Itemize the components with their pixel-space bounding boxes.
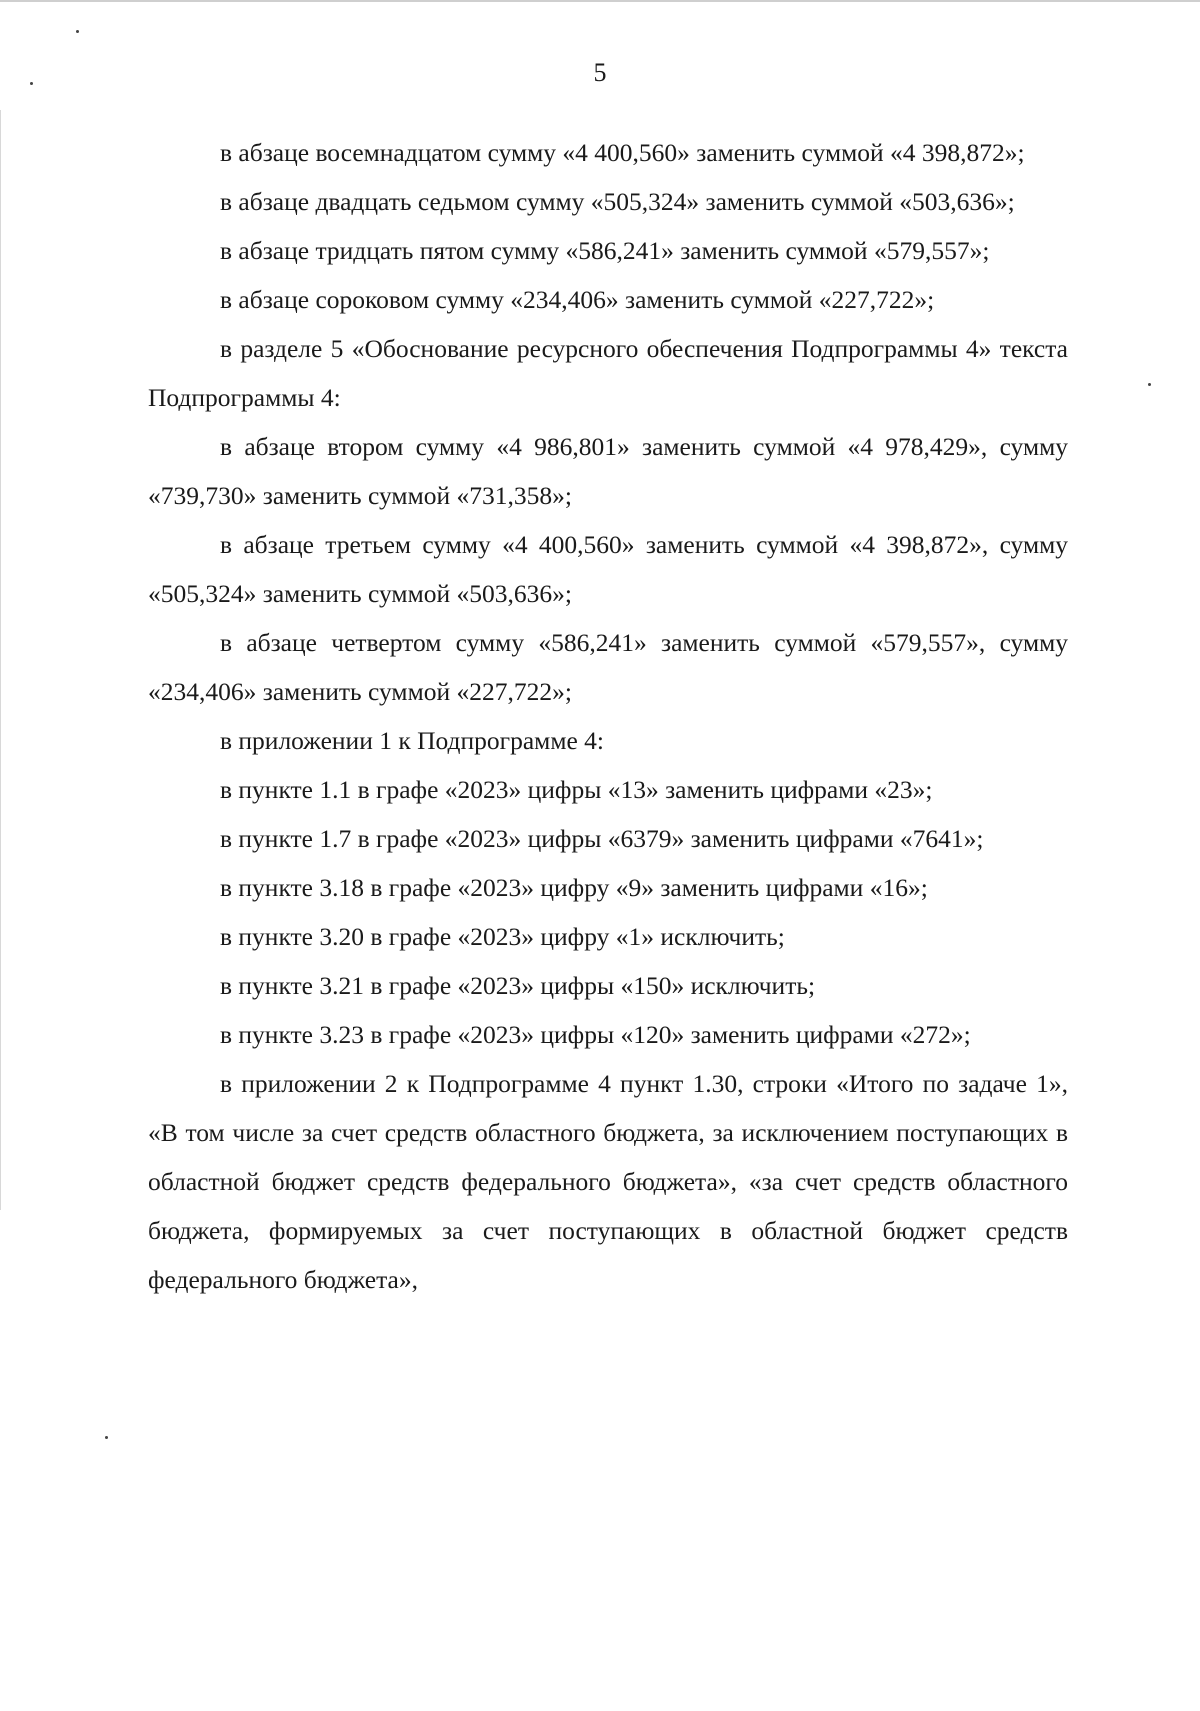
paragraph: в разделе 5 «Обоснование ресурсного обеспечения Подпрограммы 4» текста Подпрограммы 4: [148, 334, 1068, 412]
paragraph: в пункте 1.7 в графе «2023» цифры «6379» заменить цифрами «7641»; [220, 824, 984, 853]
paragraph: в пункте 3.18 в графе «2023» цифру «9» заменить цифрами «16»; [220, 873, 928, 902]
scan-speck [105, 1436, 108, 1439]
page-number: 5 [593, 58, 607, 87]
paragraph: в пункте 3.21 в графе «2023» цифры «150» исключить; [220, 971, 816, 1000]
paragraph: в приложении 2 к Подпрограмме 4 пункт 1.30, строки «Итого по задаче 1», «В том числе за счет средств областного бюджета, за исключением поступающих в областной бюджет средств федерального бюджета», «за счет средств областного бюджета, формируемых за счет поступающих в областной бюджет средств федерального бюджета», [148, 1069, 1068, 1294]
paragraph: в абзаце втором сумму «4 986,801» заменить суммой «4 978,429», сумму «739,730» заменить суммой «731,358»; [148, 432, 1068, 510]
paragraph: в пункте 3.23 в графе «2023» цифры «120» заменить цифрами «272»; [220, 1020, 971, 1049]
paragraph: в пункте 3.20 в графе «2023» цифру «1» исключить; [220, 922, 785, 951]
scan-speck [76, 30, 79, 33]
paragraph: в пункте 1.1 в графе «2023» цифры «13» заменить цифрами «23»; [220, 775, 933, 804]
paragraph: в абзаце тридцать пятом сумму «586,241» заменить суммой «579,557»; [220, 236, 990, 265]
paragraph: в абзаце двадцать седьмом сумму «505,324» заменить суммой «503,636»; [220, 187, 1015, 216]
scan-speck [1148, 383, 1151, 386]
scan-left-edge [0, 110, 1, 1210]
paragraph: в абзаце четвертом сумму «586,241» заменить суммой «579,557», сумму «234,406» заменить суммой «227,722»; [148, 628, 1068, 706]
document-body [148, 128, 1068, 1304]
paragraph: в абзаце третьем сумму «4 400,560» заменить суммой «4 398,872», сумму «505,324» заменить суммой «503,636»; [148, 530, 1068, 608]
paragraph: в абзаце восемнадцатом сумму «4 400,560» заменить суммой «4 398,872»; [220, 138, 1025, 167]
paragraph: в абзаце сороковом сумму «234,406» заменить суммой «227,722»; [220, 285, 935, 314]
paragraph: в приложении 1 к Подпрограмме 4: [220, 726, 604, 755]
scan-top-edge [0, 0, 1200, 2]
